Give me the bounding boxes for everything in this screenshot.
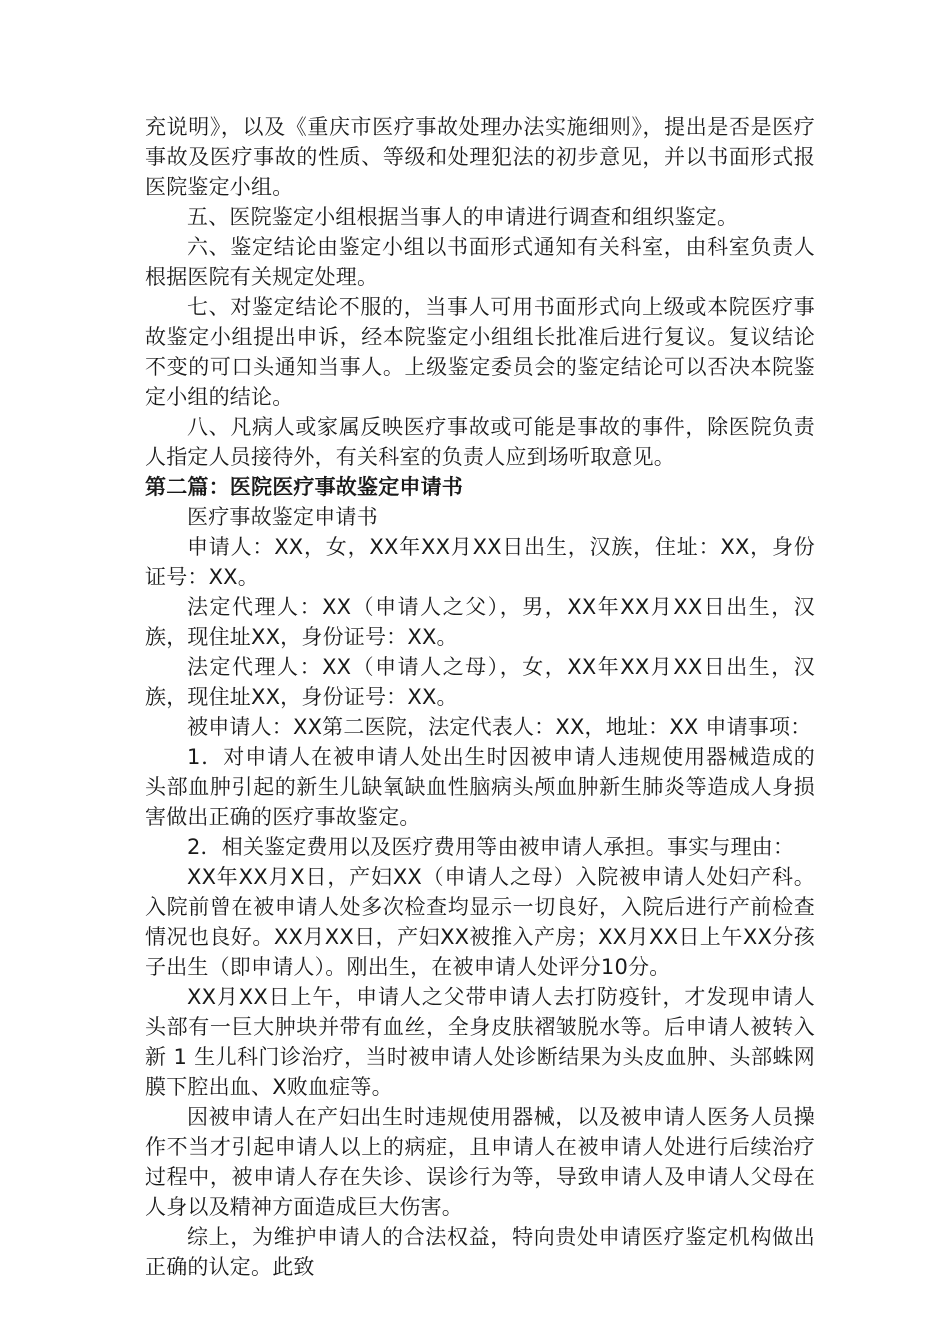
paragraph: 法定代理人：XX（申请人之母），女，XX年XX月XX日出生，汉族，现住址XX，身份证号：XX。 xyxy=(145,655,815,709)
document-body xyxy=(145,112,815,1282)
paragraph: 综上，为维护申请人的合法权益，特向贵处申请医疗鉴定机构做出正确的认定。此致 xyxy=(145,1225,815,1279)
paragraph: XX月XX日上午，申请人之父带申请人去打防疫针，才发现申请人头部有一巨大肿块并带有血丝，全身皮肤褶皱脱水等。后申请人被转入新 1 生儿科门诊治疗，当时被申请人处诊断结果为头皮血肿、头部蛛网膜下腔出血、X败血症等。 xyxy=(145,985,815,1099)
paragraph: 充说明》，以及《重庆市医疗事故处理办法实施细则》，提出是否是医疗事故及医疗事故的性质、等级和处理犯法的初步意见，并以书面形式报医院鉴定小组。 xyxy=(145,115,815,199)
paragraph: 1．对申请人在被申请人处出生时因被申请人违规使用器械造成的头部血肿引起的新生儿缺氧缺血性脑病头颅血肿新生肺炎等造成人身损害做出正确的医疗事故鉴定。 xyxy=(145,745,815,829)
paragraph: 法定代理人：XX（申请人之父），男，XX年XX月XX日出生，汉族，现住址XX，身份证号：XX。 xyxy=(145,595,815,649)
paragraph: XX年XX月X日，产妇XX（申请人之母）入院被申请人处妇产科。入院前曾在被申请人处多次检查均显示一切良好，入院后进行产前检查情况也良好。XX月XX日，产妇XX被推入产房；XX月XX日上午XX分孩子出生（即申请人）。刚出生，在被申请人处评分10分。 xyxy=(145,865,815,979)
paragraph: 因被申请人在产妇出生时违规使用器械，以及被申请人医务人员操作不当才引起申请人以上的病症，且申请人在被申请人处进行后续治疗过程中，被申请人存在失诊、误诊行为等，导致申请人及申请人父母在人身以及精神方面造成巨大伤害。 xyxy=(145,1105,815,1219)
paragraph: 八、凡病人或家属反映医疗事故或可能是事故的事件，除医院负责人指定人员接待外，有关科室的负责人应到场听取意见。 xyxy=(145,415,815,469)
paragraph: 被申请人：XX第二医院，法定代表人：XX，地址：XX 申请事项： xyxy=(187,715,812,739)
paragraph: 七、对鉴定结论不服的，当事人可用书面形式向上级或本院医疗事故鉴定小组提出申诉，经本院鉴定小组组长批准后进行复议。复议结论不变的可口头通知当事人。上级鉴定委员会的鉴定结论可以否决本院鉴定小组的结论。 xyxy=(145,295,815,409)
paragraph: 医疗事故鉴定申请书 xyxy=(187,505,378,529)
paragraph: 六、鉴定结论由鉴定小组以书面形式通知有关科室，由科室负责人根据医院有关规定处理。 xyxy=(145,235,815,289)
section-heading: 第二篇：医院医疗事故鉴定申请书 xyxy=(145,475,463,499)
paragraph: 申请人：XX，女，XX年XX月XX日出生，汉族，住址：XX，身份证号：XX。 xyxy=(145,535,815,589)
paragraph: 2．相关鉴定费用以及医疗费用等由被申请人承担。事实与理由： xyxy=(187,835,795,859)
paragraph: 五、医院鉴定小组根据当事人的申请进行调查和组织鉴定。 xyxy=(187,205,739,229)
